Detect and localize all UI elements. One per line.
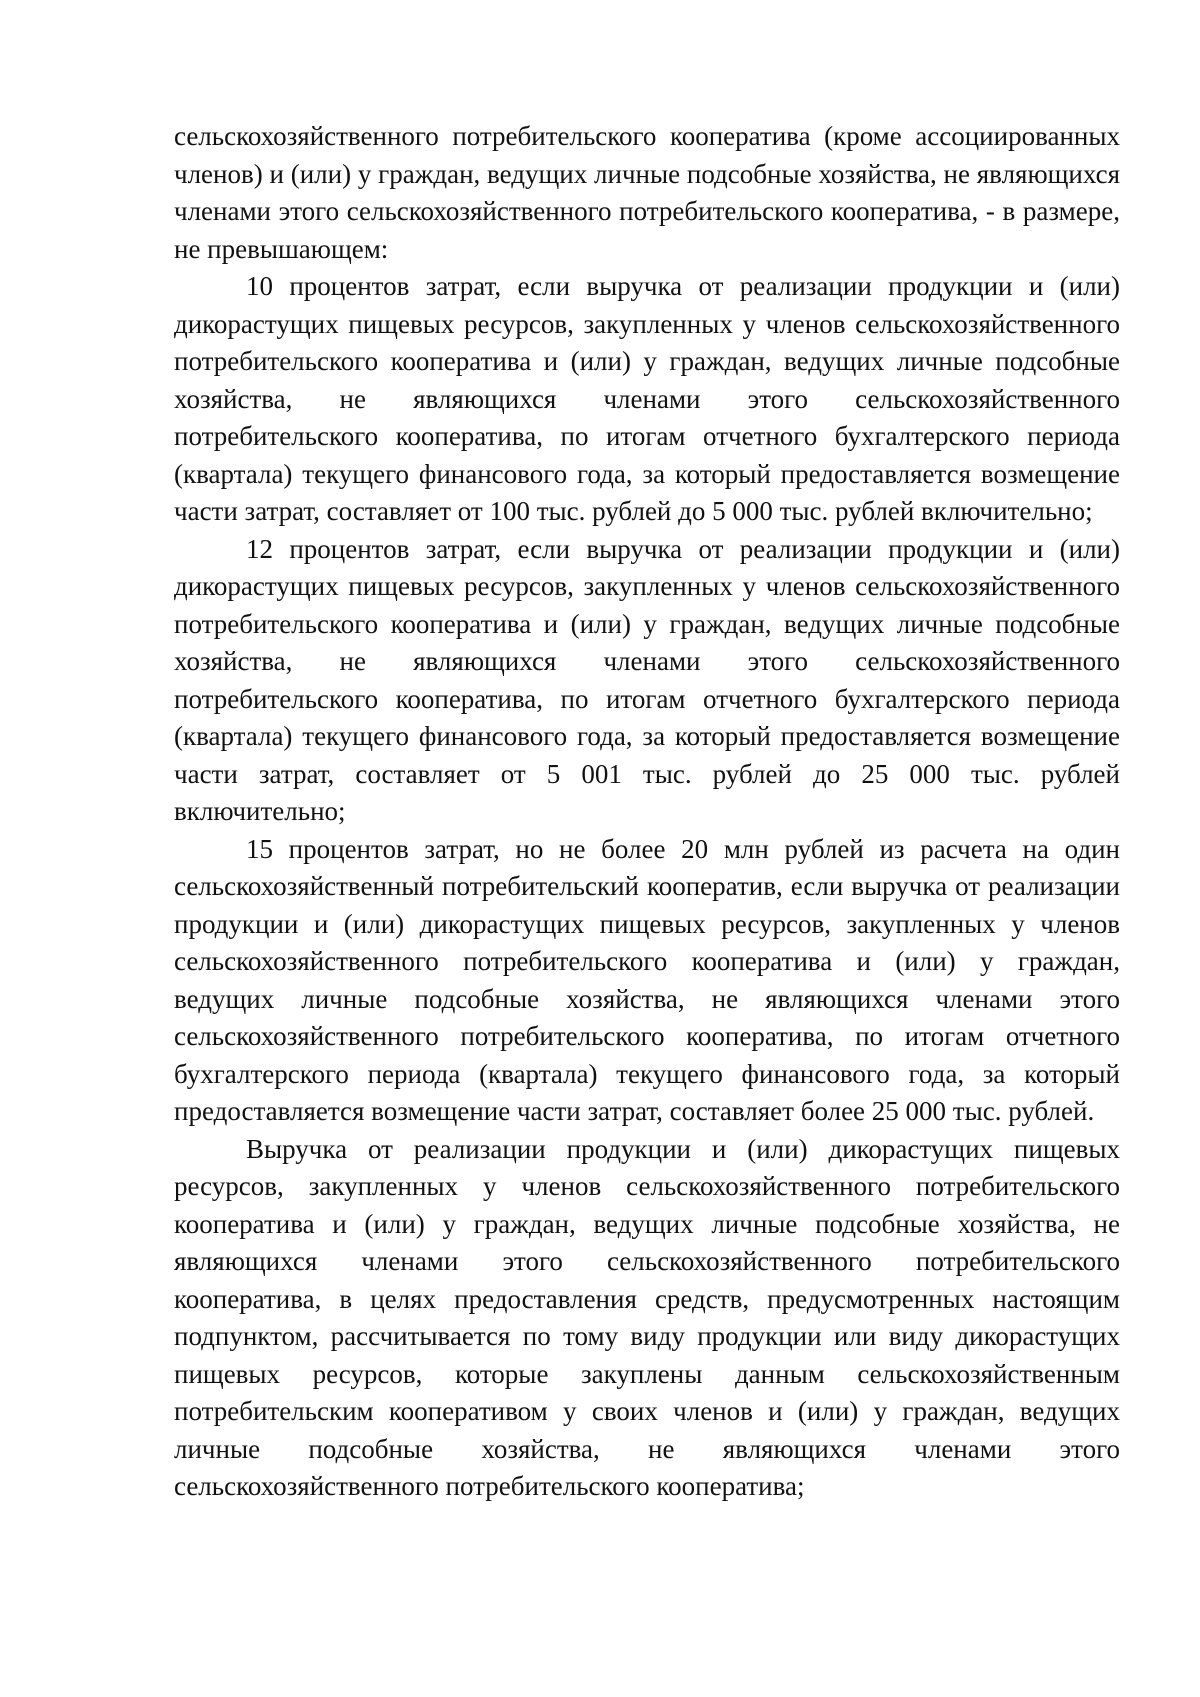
paragraph-revenue-calculation: Выручка от реализации продукции и (или) дикорастущих пищевых ресурсов, закупленных у членов сельскохозяйственного потребительского кооператива и (или) у граждан, ведущих личные подсобные хозяйства, не являющихся членами этого сельскохозяйственного потребительского кооператива, в целях предоставления средств, предусмотренных настоящим подпунктом, рассчитывается по тому виду продукции или виду дикорастущих пищевых ресурсов, которые закуплены данным сельскохозяйственным потребительским кооперативом у своих членов и (или) у граждан, ведущих личные подсобные хозяйства, не являющихся членами этого сельскохозяйственного потребительского кооператива;: [174, 1133, 1120, 1501]
paragraph-15-percent: 15 процентов затрат, но не более 20 млн рублей из расчета на один сельскохозяйственный потребительский кооператив, если выручка от реализации продукции и (или) дикорастущих пищевых ресурсов, закупленных у членов сельскохозяйственного потребительского кооператива и (или) у граждан, ведущих личные подсобные хозяйства, не являющихся членами этого сельскохозяйственного потребительского кооператива, по итогам отчетного бухгалтерского периода (квартала) текущего финансового года, за который предоставляется возмещение части затрат, составляет более 25 000 тыс. рублей.: [174, 833, 1120, 1126]
document-body: [174, 118, 1120, 1506]
paragraph-continuation: сельскохозяйственного потребительского кооператива (кроме ассоциированных членов) и (или) у граждан, ведущих личные подсобные хозяйства, не являющихся членами этого сельскохозяйственного потребительского кооператива, - в размере, не превышающем:: [174, 121, 1120, 264]
paragraph-10-percent: 10 процентов затрат, если выручка от реализации продукции и (или) дикорастущих пищевых ресурсов, закупленных у членов сельскохозяйственного потребительского кооператива и (или) у граждан, ведущих личные подсобные хозяйства, не являющихся членами этого сельскохозяйственного потребительского кооператива, по итогам отчетного бухгалтерского периода (квартала) текущего финансового года, за который предоставляется возмещение части затрат, составляет от 100 тыс. рублей до 5 000 тыс. рублей включительно;: [174, 271, 1120, 526]
paragraph-12-percent: 12 процентов затрат, если выручка от реализации продукции и (или) дикорастущих пищевых ресурсов, закупленных у членов сельскохозяйственного потребительского кооператива и (или) у граждан, ведущих личные подсобные хозяйства, не являющихся членами этого сельскохозяйственного потребительского кооператива, по итогам отчетного бухгалтерского периода (квартала) текущего финансового года, за который предоставляется возмещение части затрат, составляет от 5 001 тыс. рублей до 25 000 тыс. рублей включительно;: [174, 533, 1120, 826]
